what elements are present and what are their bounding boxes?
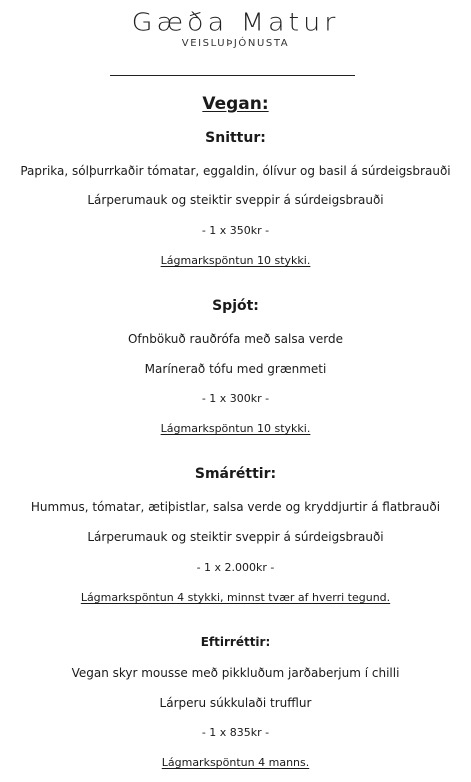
- logo-subtitle: VEISLUÞJÓNUSTA: [181, 38, 290, 49]
- minimum-order-note: Lágmarkspöntun 10 stykki.: [160, 254, 311, 267]
- section-title-snittur: Snittur:: [205, 130, 266, 146]
- price-label: - 1 x 835kr -: [201, 726, 270, 739]
- price-label: - 1 x 350kr -: [201, 224, 270, 237]
- minimum-order-note: Lágmarkspöntun 4 stykki, minnst tvær af hverri tegund.: [80, 591, 391, 604]
- section-title-smarettir: Smáréttir:: [194, 466, 277, 482]
- menu-item: Hummus, tómatar, ætiþistlar, salsa verde og kryddjurtir á flatbrauði: [30, 500, 441, 514]
- menu-item: Lárperumauk og steiktir sveppir á súrdeigsbrauði: [87, 193, 384, 207]
- logo: [0, 8, 471, 50]
- minimum-order-note: Lágmarkspöntun 4 manns.: [161, 756, 310, 769]
- menu-item: Ofnbökuð rauðrófa með salsa verde: [127, 332, 343, 346]
- menu-item: Lárperumauk og steiktir sveppir á súrdeigsbrauði: [87, 530, 384, 544]
- page-heading: Vegan:: [202, 94, 269, 114]
- section-title-spjot: Spjót:: [212, 298, 259, 314]
- menu-item: Marínerað tófu med grænmeti: [144, 362, 327, 376]
- divider: [110, 75, 355, 76]
- price-label: - 1 x 300kr -: [201, 392, 270, 405]
- price-label: - 1 x 2.000kr -: [196, 561, 275, 574]
- section-title-eftirrettir: Eftirréttir:: [200, 635, 271, 649]
- logo-title: Gæða Matur: [131, 8, 340, 37]
- menu-item: Lárperu súkkulaði trufflur: [159, 696, 312, 710]
- menu-item: Vegan skyr mousse með pikkluðum jarðaberjum í chilli: [71, 666, 400, 680]
- menu-item: Paprika, sólþurrkaðir tómatar, eggaldin, ólívur og basil á súrdeigsbrauði: [20, 164, 451, 178]
- minimum-order-note: Lágmarkspöntun 10 stykki.: [160, 422, 311, 435]
